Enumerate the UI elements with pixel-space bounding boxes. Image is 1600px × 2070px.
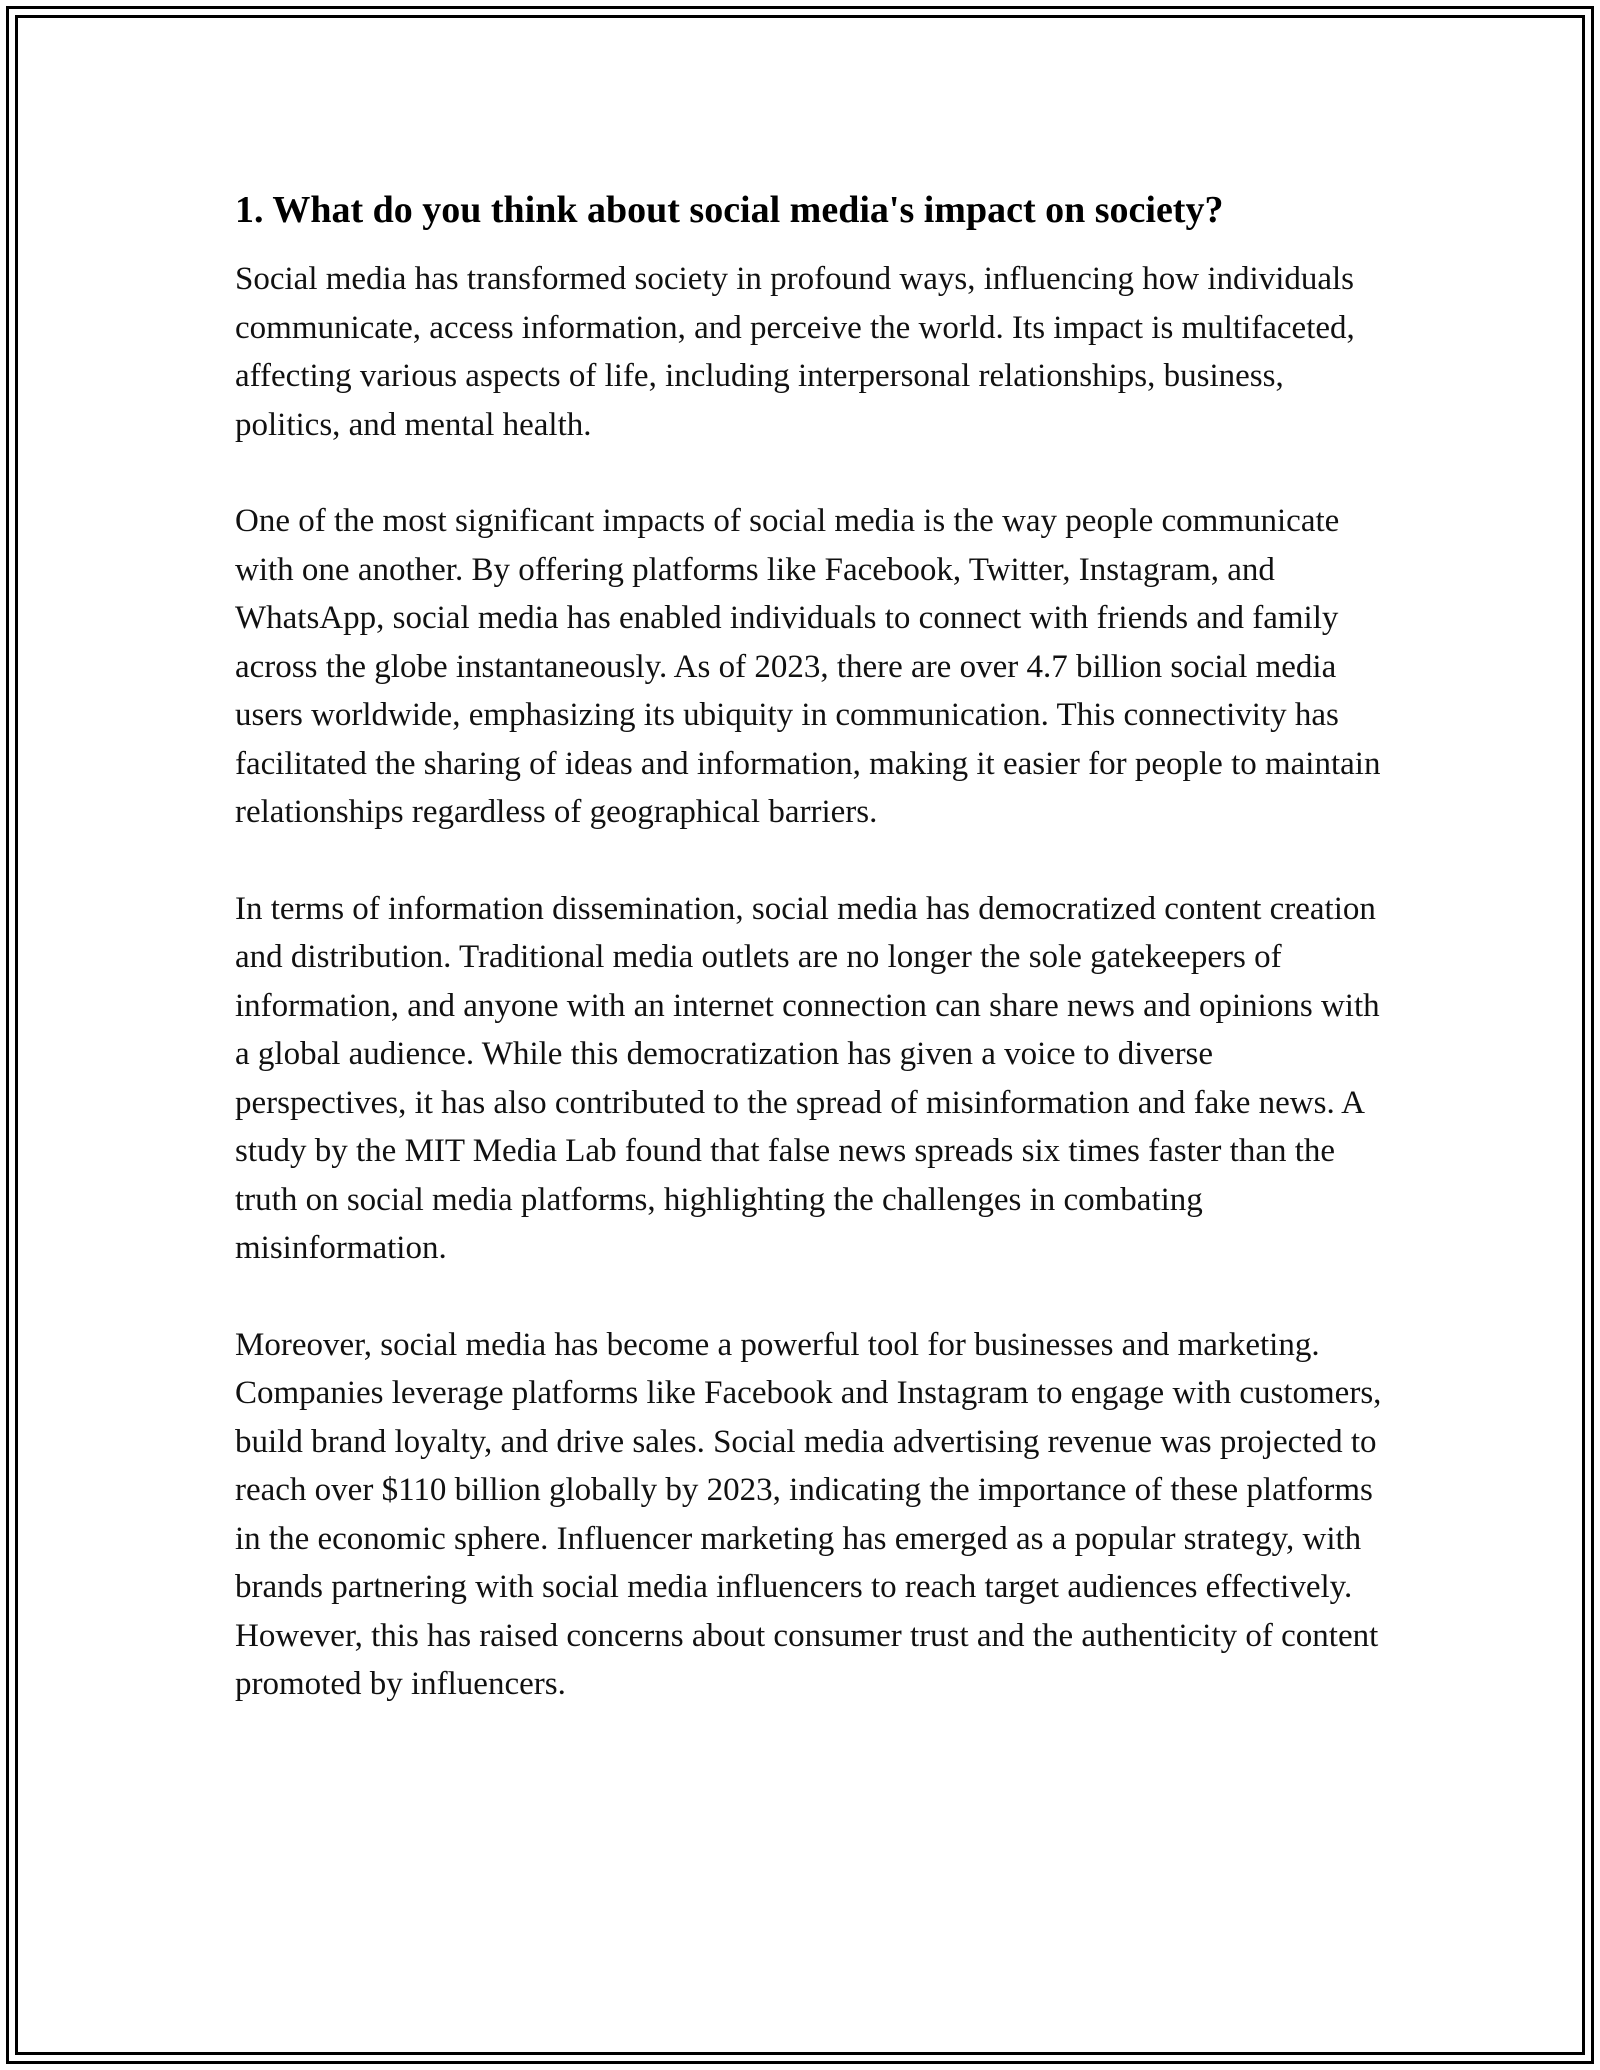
- question-heading: 1. What do you think about social media's impact on society?: [235, 189, 1224, 231]
- paragraph-business: Moreover, social media has become a powerful tool for businesses and marketing. Companies leverage platforms like Facebook and Instagram to engage with customers, build brand loyalty, and drive sales. Social media advertising revenue was projected to reach over $110 billion globally by 2023, indicating the importance of these platforms in the economic sphere. Influencer marketing has emerged as a popular strategy, with brands partnering with social media influencers to reach target audiences effectively. However, this has raised concerns about consumer trust and the authenticity of content promoted by influencers.: [235, 1326, 1382, 1702]
- document-body: [235, 185, 1385, 1757]
- paragraph-communication: One of the most significant impacts of social media is the way people communicate with one another. By offering platforms like Facebook, Twitter, Instagram, and WhatsApp, social media has enabled individuals to connect with friends and family across the globe instantaneously. As of 2023, there are over 4.7 billion social media users worldwide, emphasizing its ubiquity in communication. This connectivity has facilitated the sharing of ideas and information, making it easier for people to maintain relationships regardless of geographical barriers.: [235, 503, 1381, 830]
- paragraph-information: In terms of information dissemination, social media has democratized content creation and distribution. Traditional media outlets are no longer the sole gatekeepers of information, and anyone with an internet connection can share news and opinions with a global audience. While this democratization has given a voice to diverse perspectives, it has also contributed to the spread of misinformation and fake news. A study by the MIT Media Lab found that false news spreads six times faster than the truth on social media platforms, highlighting the challenges in combating misinformation.: [235, 890, 1380, 1266]
- paragraph-intro: Social media has transformed society in profound ways, influencing how individuals communicate, access information, and perceive the world. Its impact is multifaceted, affecting various aspects of life, including interpersonal relationships, business, politics, and mental health.: [235, 261, 1355, 443]
